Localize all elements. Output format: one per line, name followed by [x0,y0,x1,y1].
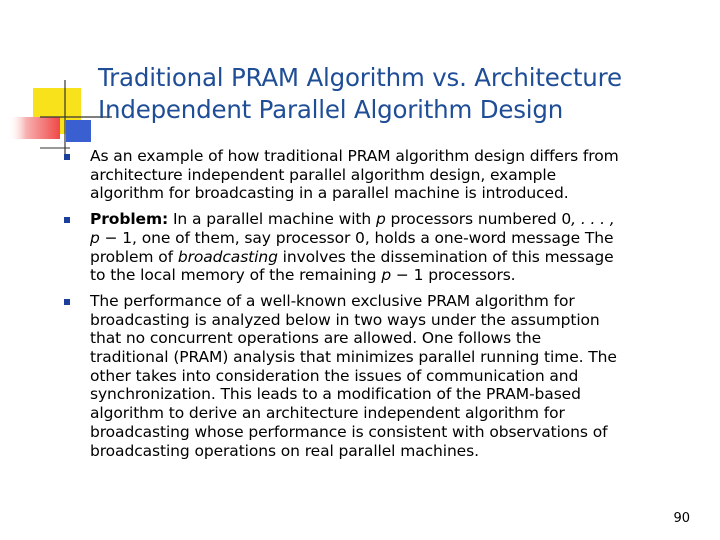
square-bullet-icon [64,154,70,160]
text-line: As an example of how traditional PRAM algorithm design differs from [90,147,619,165]
text-fragment: processors numbered 0 [385,210,572,229]
text-line [90,266,710,285]
variable-p: p [375,210,386,229]
slide-title [98,62,698,126]
text-line [90,248,710,267]
text-line: broadcasting operations on real parallel machines. [90,441,479,460]
text-fragment: − 1 processors. [391,266,516,285]
text-fragment: to the local memory of the remaining [90,266,382,285]
variable-p: p [381,266,392,285]
text-fragment: problem of [90,247,178,266]
square-bullet-icon [64,217,70,223]
text-line: architecture independent parallel algorithm design, example [90,165,557,184]
text-line: algorithm to derive an architecture independent algorithm for [90,404,565,423]
blue-square [66,120,91,142]
text-line: The performance of a well-known exclusive PRAM algorithm for [90,291,575,310]
square-bullet-icon [64,299,70,305]
text-fragment: involves the dissemination of this message [277,247,614,266]
text-fragment: − 1, one of them, say processor 0, holds a one-word message The [99,228,614,247]
title-line: Traditional PRAM Algorithm vs. Architecture [98,63,622,92]
problem-label: Problem: [90,210,169,229]
text-line: other takes into consideration the issues of communication and [90,366,579,385]
bullet-item-performance [62,292,710,460]
text-line: broadcasting whose performance is consistent with observations of [90,422,608,441]
bullet-item-example [62,147,710,203]
text-line: synchronization. This leads to a modification of the PRAM-based [90,385,581,404]
red-bar [8,117,60,139]
text-line: that no concurrent operations are allowed. One follows the [90,329,542,348]
variable-p: p [90,228,100,247]
bullet-list [62,147,710,467]
ellipsis: , . . . , [571,210,615,229]
page-number: 90 [673,511,690,526]
text-line [90,229,710,248]
bullet-item-problem [62,210,710,285]
text-fragment: In a parallel machine with [168,210,376,229]
title-line: Independent Parallel Algorithm Design [98,95,564,124]
text-line: broadcasting is analyzed below in two ways under the assumption [90,310,600,329]
text-line: algorithm for broadcasting in a parallel machine is introduced. [90,184,569,203]
term-broadcasting: broadcasting [177,247,278,266]
text-line: traditional (PRAM) analysis that minimizes parallel running time. The [90,348,617,367]
text-line [90,210,710,229]
